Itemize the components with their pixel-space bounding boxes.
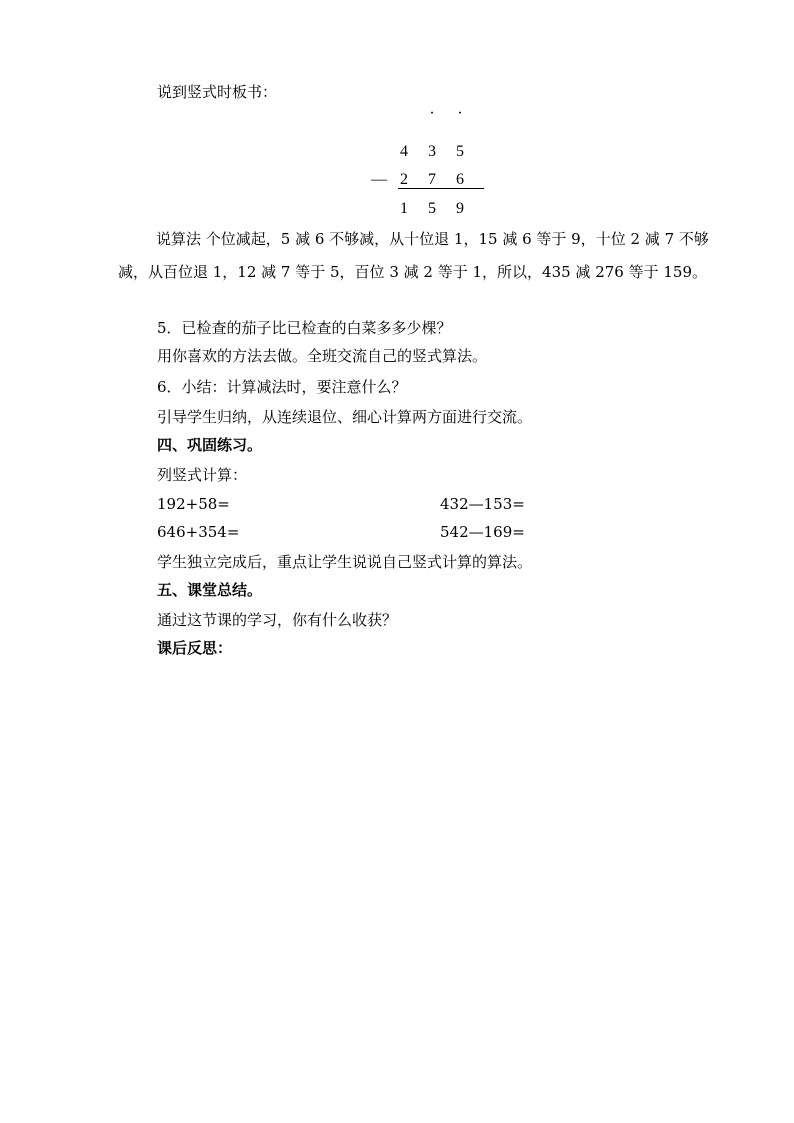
vertical-subtraction: [368, 100, 508, 225]
section-intro: 说到竖式时板书：: [157, 83, 278, 101]
algorithm-explanation: [118, 223, 722, 289]
exercise-left: 646+354=: [157, 523, 240, 541]
result-row: [368, 199, 508, 219]
digit: 7: [428, 171, 436, 188]
item6-desc: 引导学生归纳，从连续退位、细心计算两方面进行交流。: [157, 408, 533, 426]
digit: 4: [400, 143, 408, 160]
digit: 5: [456, 143, 464, 160]
digit: 9: [456, 200, 464, 217]
borrow-dot: ·: [457, 105, 463, 122]
minuend-row: [368, 142, 508, 162]
minus-sign: —: [371, 171, 387, 188]
digit: 5: [428, 200, 436, 217]
digit: 1: [400, 200, 408, 217]
item5-desc: 用你喜欢的方法去做。全班交流自己的竖式算法。: [157, 347, 488, 365]
section4-sub: 列竖式计算：: [157, 466, 248, 484]
section4-note: 学生独立完成后，重点让学生说说自己竖式计算的算法。: [157, 553, 533, 571]
borrow-dots: [368, 104, 508, 124]
exercise-right: 432—153=: [440, 495, 525, 513]
borrow-dot: ·: [429, 105, 435, 122]
exercise-left: 192+58=: [157, 495, 230, 513]
calc-underline: [398, 188, 484, 189]
section5-question: 通过这节课的学习，你有什么收获？: [157, 611, 398, 629]
section4-heading: 四、巩固练习。: [157, 436, 263, 454]
section5-heading: 五、课堂总结。: [157, 581, 263, 599]
digit: 6: [456, 171, 464, 188]
subtrahend-row: [368, 170, 508, 190]
algorithm-text: 说算法 个位减起，5 减 6 不够减，从十位退 1，15 减 6 等于 9，十位 2 减 7 不够减，从百位退 1，12 减 7 等于 5，百位 3 减 2 等于 1，所以，435 减 276 等于 159。: [118, 230, 709, 281]
item6-title: 6．小结：计算减法时，要注意什么？: [157, 378, 407, 396]
exercise-right: 542—169=: [440, 523, 525, 541]
reflection-heading: 课后反思：: [157, 639, 233, 657]
item5-title: 5．已检查的茄子比已检查的白菜多多少棵？: [157, 319, 452, 337]
digit: 3: [428, 143, 436, 160]
digit: 2: [400, 171, 408, 188]
